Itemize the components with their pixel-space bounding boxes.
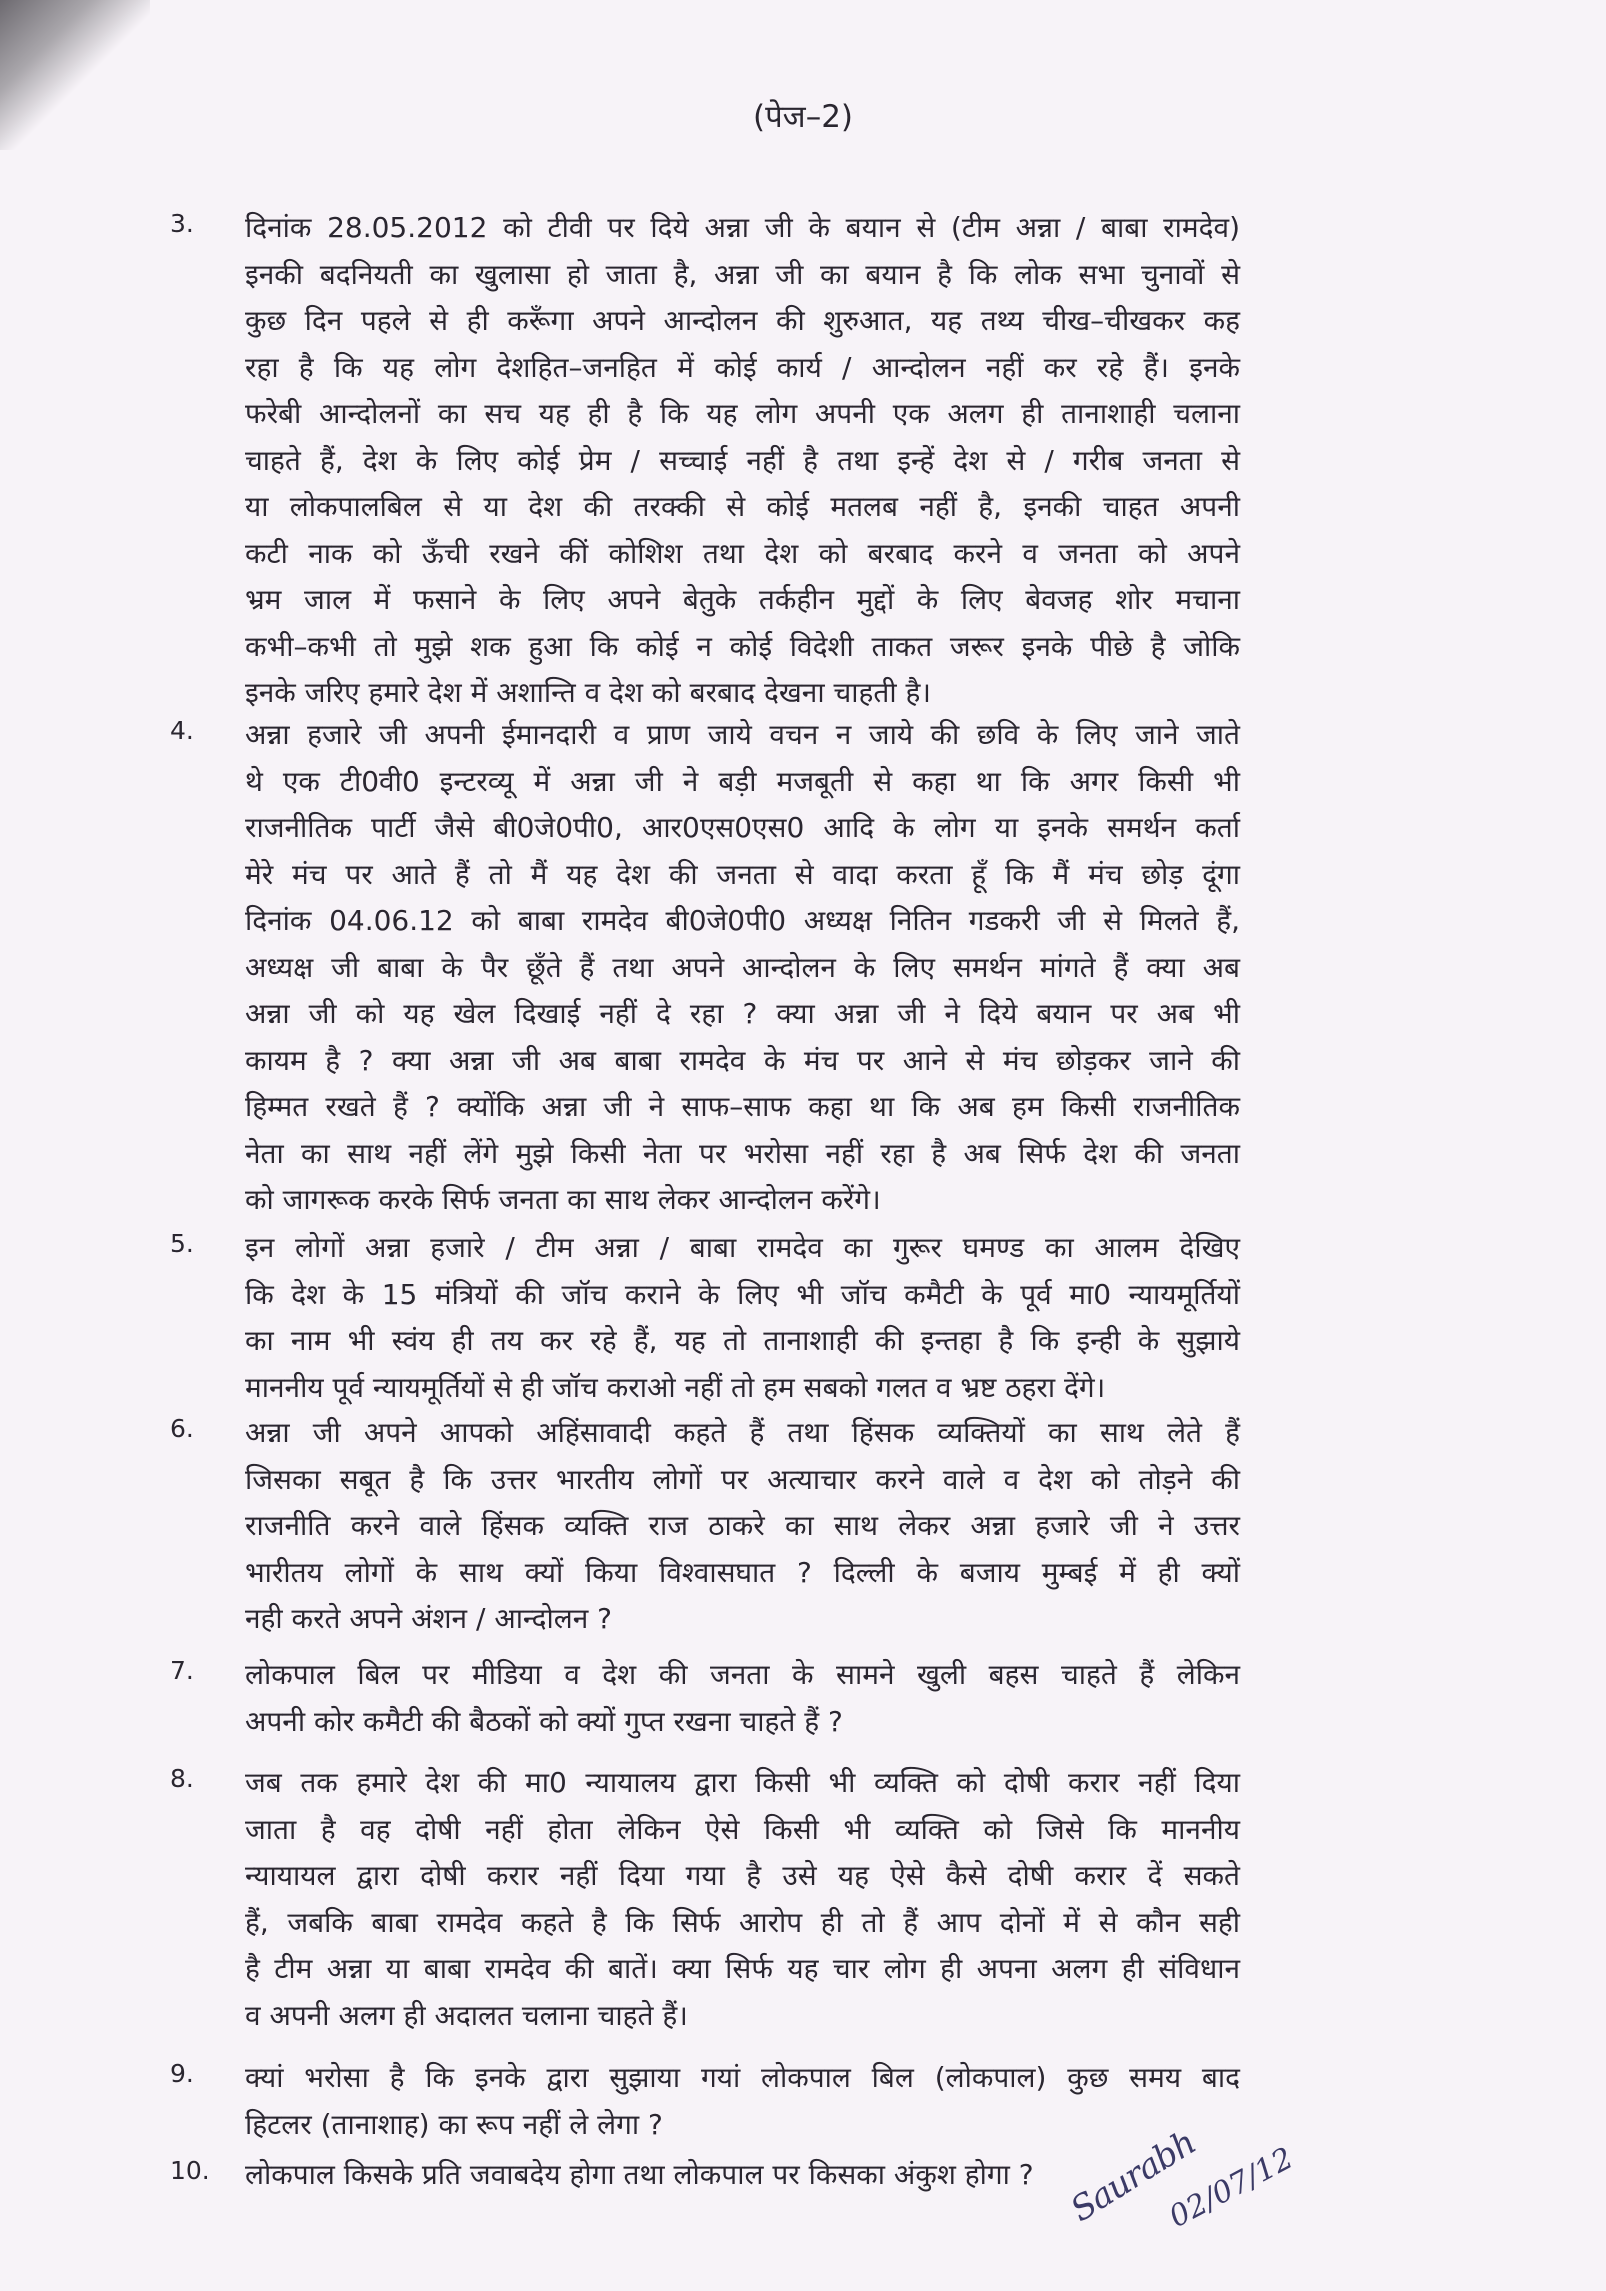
text-line: कुछ दिन पहले से ही करूँगा अपने आन्दोलन की शुरुआत, यह तथ्य चीख–चीखकर कह [245, 304, 1240, 337]
text-line: मेरे मंच पर आते हैं तो मैं यह देश की जनता से वादा करता हूँ कि मैं मंच छोड़ दूंगा [245, 857, 1240, 891]
signature-date: 02/07/12 [1163, 2140, 1299, 2235]
numbered-paragraph [170, 1410, 1240, 1643]
text-line: है टीम अन्ना या बाबा रामदेव की बातें। क्या सिर्फ यह चार लोग ही अपना अलग ही संविधान [245, 1952, 1240, 1985]
text-line: हिम्मत रखते हैं ? क्योंकि अन्ना जी ने साफ–साफ कहा था कि अब हम किसी राजनीतिक [245, 1090, 1240, 1123]
text-line: दिनांक 04.06.12 को बाबा रामदेव बी0जे0पी0 अध्यक्ष नितिन गडकरी जी से मिलते हैं, [245, 904, 1240, 937]
paragraph-number: 5. [170, 1229, 194, 1258]
paragraph-number: 6. [170, 1414, 194, 1443]
text-line: लोकपाल बिल पर मीडिया व देश की जनता के सामने खुली बहस चाहते हैं लेकिन [245, 1658, 1240, 1691]
text-line: इन लोगों अन्ना हजारे / टीम अन्ना / बाबा रामदेव का गुरूर घमण्ड का आलम देखिए [245, 1231, 1240, 1264]
text-line: दिनांक 28.05.2012 को टीवी पर दिये अन्ना जी के बयान से (टीम अन्ना / बाबा रामदेव) [245, 211, 1240, 244]
paragraph-number: 3. [170, 209, 194, 238]
page-number-header: (पेज–2) [752, 99, 854, 135]
text-line: राजनीति करने वाले हिंसक व्यक्ति राज ठाकरे का साथ लेकर अन्ना हजारे जी ने उत्तर [245, 1509, 1240, 1542]
text-line: राजनीतिक पार्टी जैसे बी0जे0पी0, आर0एस0एस0 आदि के लोग या इनके समर्थन कर्ता [245, 811, 1240, 844]
paragraph-number: 7. [170, 1656, 194, 1685]
text-line: नेता का साथ नहीं लेंगे मुझे किसी नेता पर भरोसा नहीं रहा है अब सिर्फ देश की जनता [245, 1136, 1240, 1170]
numbered-paragraph [170, 1760, 1240, 2039]
text-line: को जागरूक करके सिर्फ जनता का साथ लेकर आन्दोलन करेंगे। [245, 1183, 881, 1216]
text-line: अध्यक्ष जी बाबा के पैर छूँते हैं तथा अपने आन्दोलन के लिए समर्थन मांगते हैं क्या अब [245, 950, 1240, 984]
text-line: हिटलर (तानाशाह) का रूप नहीं ले लेगा ? [245, 2107, 663, 2141]
text-line: लोकपाल किसके प्रति जवाबदेय होगा तथा लोकपाल पर किसका अंकुश होगा ? [245, 2158, 1034, 2191]
paragraph-number: 4. [170, 716, 194, 745]
text-line: कटी नाक को ऊँची रखने कीं कोशिश तथा देश को बरबाद करने व जनता को अपने [245, 536, 1240, 570]
text-line: माननीय पूर्व न्यायमूर्तियों से ही जॉच कराओ नहीं तो हम सबको गलत व भ्रष्ट ठहरा देंगे। [245, 1370, 1106, 1404]
numbered-paragraph [170, 2055, 1240, 2148]
numbered-paragraph [170, 1225, 1240, 1411]
text-line: या लोकपालबिल से या देश की तरक्की से कोई मतलब नहीं है, इनकी चाहत अपनी [245, 490, 1240, 523]
text-line: फरेबी आन्दोलनों का सच यह ही है कि यह लोग अपनी एक अलग ही तानाशाही चलाना [245, 397, 1240, 430]
text-line: अन्ना जी को यह खेल दिखाई नहीं दे रहा ? क्या अन्ना जी ने दिये बयान पर अब भी [245, 997, 1240, 1030]
text-line: व अपनी अलग ही अदालत चलाना चाहते हैं। [245, 1998, 688, 2032]
numbered-paragraph [170, 712, 1240, 1224]
paragraph-number: 9. [170, 2059, 194, 2088]
text-line: का नाम भी स्वंय ही तय कर रहे हैं, यह तो तानाशाही की इन्तहा है कि इन्ही के सुझाये [245, 1324, 1240, 1357]
text-line: जब तक हमारे देश की मा0 न्यायालय द्वारा किसी भी व्यक्ति को दोषी करार नहीं दिया [245, 1766, 1241, 1799]
text-line: जिसका सबूत है कि उत्तर भारतीय लोगों पर अत्याचार करने वाले व देश को तोड़ने की [245, 1462, 1240, 1496]
numbered-paragraph [170, 1652, 1240, 1745]
text-line: भारीतय लोगों के साथ क्यों किया विश्वासघात ? दिल्ली के बजाय मुम्बई में ही क्यों [245, 1555, 1240, 1589]
text-line: अन्ना हजारे जी अपनी ईमानदारी व प्राण जाये वचन न जाये की छवि के लिए जाने जाते [245, 718, 1240, 751]
text-line: रहा है कि यह लोग देशहित–जनहित में कोई कार्य / आन्दोलन नहीं कर रहे हैं। इनके [245, 350, 1240, 384]
numbered-paragraph [170, 205, 1240, 717]
signature-name: Saurabh [1063, 2122, 1203, 2230]
text-line: कभी–कभी तो मुझे शक हुआ कि कोई न कोई विदेशी ताकत जरूर इनके पीछे है जोकि [245, 629, 1240, 663]
paragraph-number: 10. [170, 2156, 210, 2185]
text-line: भ्रम जाल में फसाने के लिए अपने बेतुके तर्कहीन मुद्दों के लिए बेवजह शोर मचाना [245, 583, 1240, 616]
text-line: जाता है वह दोषी नहीं होता लेकिन ऐसे किसी भी व्यक्ति को जिसे कि माननीय [245, 1812, 1240, 1846]
text-line: कायम है ? क्या अन्ना जी अब बाबा रामदेव के मंच पर आने से मंच छोड़कर जाने की [245, 1043, 1240, 1077]
text-line: थे एक टी0वी0 इन्टरव्यू में अन्ना जी ने बड़ी मजबूती से कहा था कि अगर किसी भी [245, 764, 1240, 798]
text-line: चाहते हैं, देश के लिए कोई प्रेम / सच्चाई नहीं है तथा इन्हें देश से / गरीब जनता से [245, 443, 1240, 477]
text-line: अपनी कोर कमैटी की बैठकों को क्यों गुप्त रखना चाहते हैं ? [245, 1704, 843, 1738]
handwritten-signature [1063, 2122, 1345, 2280]
paragraph-number: 8. [170, 1764, 194, 1793]
text-line: क्यां भरोसा है कि इनके द्वारा सुझाया गयां लोकपाल बिल (लोकपाल) कुछ समय बाद [245, 2061, 1240, 2094]
text-line: इनकी बदनियती का खुलासा हो जाता है, अन्ना जी का बयान है कि लोक सभा चुनावों से [245, 257, 1240, 291]
text-line: नही करते अपने अंशन / आन्दोलन ? [245, 1602, 612, 1635]
text-line: कि देश के 15 मंत्रियों की जॉच कराने के लिए भी जॉच कमैटी के पूर्व मा0 न्यायमूर्तियों [245, 1277, 1240, 1311]
text-line: न्यायायल द्वारा दोषी करार नहीं दिया गया है उसे यह ऐसे कैसे दोषी करार दें सकते [245, 1859, 1240, 1892]
text-line: इनके जरिए हमारे देश में अशान्ति व देश को बरबाद देखना चाहती है। [245, 676, 931, 709]
text-line: हैं, जबकि बाबा रामदेव कहते है कि सिर्फ आरोप ही तो हैं आप दोनों में से कौन सही [245, 1905, 1240, 1939]
text-line: अन्ना जी अपने आपको अहिंसावादी कहते हैं तथा हिंसक व्यक्तियों का साथ लेते हैं [245, 1416, 1240, 1449]
